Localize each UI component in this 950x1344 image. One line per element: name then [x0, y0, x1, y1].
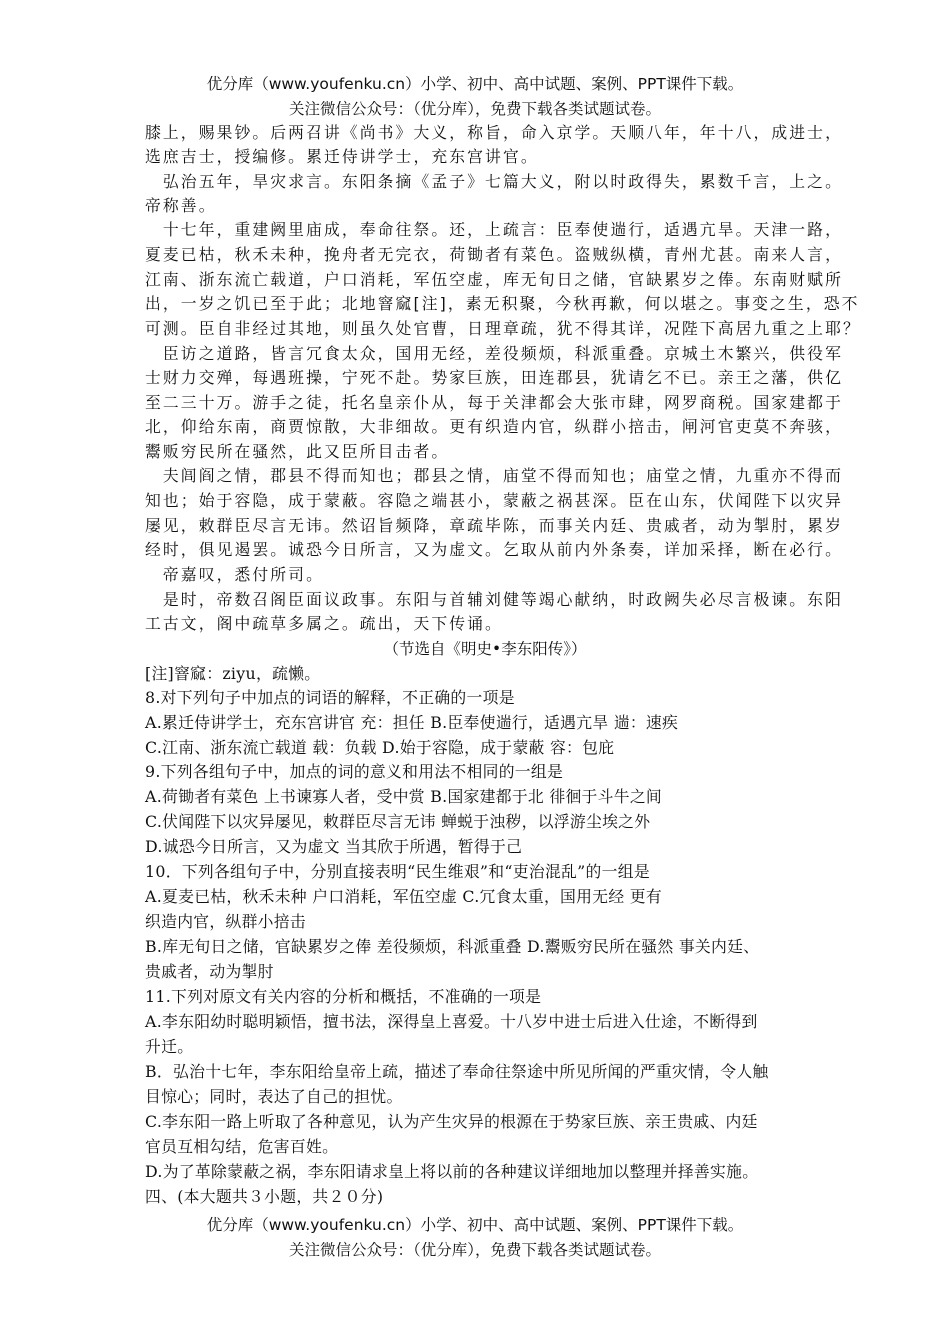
passage-line: 膝上，赐果钞。后两召讲《尚书》大义，称旨，命入京学。天顺八年，年十八，成进士， — [145, 123, 843, 142]
section-four-heading: 四、(本大题共３小题，共２０分) — [145, 1187, 384, 1206]
passage-line: 鬻贩穷民所在骚然，此又臣所目击者。 — [145, 442, 450, 461]
passage-line: 可测。臣自非经过其地，则虽久处官曹，日理章疏，犹不得其详，况陛下高居九重之上耶？ — [145, 319, 861, 338]
passage-line: 出，一岁之饥已至于此；北地窨窳[注]，素无积聚，今秋再歉，何以堪之。事变之生，恐不 — [145, 294, 860, 313]
passage-line: 至二三十万。游手之徒，托名皇亲仆从，每于关津都会大张市肆，网罗商税。国家建都于 — [145, 393, 843, 412]
passage-line: 屡见，敕群臣尽言无讳。然诏旨频降，章疏毕陈，而事关内廷、贵戚者，动为掣肘，累岁 — [145, 516, 843, 535]
passage-line: 士财力交殚，每遇班操，宁死不赴。势家巨族，田连郡县，犹请乞不已。亲王之藩，供亿 — [145, 368, 843, 387]
passage-line: 北，仰给东南，商贾惊散，大非细故。更有织造内官，纵群小掊击，闸河官吏莫不奔骇， — [145, 417, 843, 436]
question-11-stem: 11.下列对原文有关内容的分析和概括，不准确的一项是 — [145, 987, 542, 1006]
passage-source: （节选自《明史•李东阳传》） — [383, 640, 587, 658]
question-11-option-c-cont: 官员互相勾结，危害百姓。 — [145, 1137, 339, 1156]
footer-line-1: 优分库（www.youfenku.cn）小学、初中、高中试题、案例、PPT课件下载。 — [206, 1216, 744, 1234]
passage-line: 夫闾阎之情，郡县不得而知也；郡县之情，庙堂不得而知也；庙堂之情，九重亦不得而 — [145, 466, 843, 485]
question-9-option-d: D.诚恐今日所言，又为虚文 当其欣于所遇，暂得于己 — [145, 837, 523, 856]
question-10-options-ac-cont: 织造内官，纵群小掊击 — [145, 912, 306, 931]
question-9-stem: 9.下列各组句子中，加点的词的意义和用法不相同的一组是 — [145, 762, 564, 781]
question-11-option-c: C.李东阳一路上听取了各种意见，认为产生灾异的根源在于势家巨族、亲王贵戚、内廷 — [145, 1112, 758, 1131]
question-9-options-ab: A.荷锄者有菜色 上书谏寡人者，受中赏 B.国家建都于北 徘徊于斗牛之间 — [145, 787, 663, 806]
passage-line: 江南、浙东流亡载道，户口消耗，军伍空虚，库无旬日之储，官缺累岁之俸。东南财赋所 — [145, 270, 843, 289]
question-10-options-bd: B.库无旬日之储，官缺累岁之俸 差役频烦，科派重叠 D.鬻贩穷民所在骚然 事关内廷、 — [145, 937, 760, 956]
header-line-1: 优分库（www.youfenku.cn）小学、初中、高中试题、案例、PPT课件下载。 — [206, 75, 744, 93]
question-11-option-a-cont: 升迁。 — [145, 1037, 194, 1056]
question-10-options-ac: A.夏麦已枯，秋禾未种 户口消耗，军伍空虚 C.冗食太重，国用无经 更有 — [145, 887, 662, 906]
question-8-options-cd: C.江南、浙东流亡载道 载：负载 D.始于容隐，成于蒙蔽 容：包庇 — [145, 738, 615, 757]
passage-line: 是时，帝数召阁臣面议政事。东阳与首辅刘健等竭心献纳，时政阙失必尽言极谏。东阳 — [145, 590, 843, 609]
question-10-options-bd-cont: 贵戚者，动为掣肘 — [145, 962, 274, 981]
passage-line: 工古文，阁中疏草多属之。疏出，天下传诵。 — [145, 614, 503, 633]
passage-line: 经时，俱见遏罢。诚恐今日所言，又为虚文。乞取从前内外条奏，详加采择，断在必行。 — [145, 540, 843, 559]
passage-line: 帝嘉叹，悉付所司。 — [145, 565, 324, 584]
question-11-option-b: B．弘治十七年，李东阳给皇帝上疏，描述了奉命往祭途中所见所闻的严重灾情，令人触 — [145, 1062, 769, 1081]
question-8-options-ab: A.累迁侍讲学士，充东宫讲官 充：担任 B.臣奉使遄行，适遇亢旱 遄：速疾 — [145, 713, 679, 732]
passage-line: 弘治五年，旱灾求言。东阳条摘《孟子》七篇大义，附以时政得失，累数千言，上之。 — [145, 172, 843, 191]
question-11-option-b-cont: 目惊心；同时，表达了自己的担忧。 — [145, 1087, 403, 1106]
passage-line: 夏麦已枯，秋禾未种，挽舟者无完衣，荷锄者有菜色。盗贼纵横，青州尤甚。南来人言， — [145, 245, 843, 264]
question-10-stem: 10．下列各组句子中，分别直接表明“民生维艰”和“吏治混乱”的一组是 — [145, 862, 650, 881]
passage-line: 帝称善。 — [145, 196, 217, 215]
question-9-option-c: C.伏闻陛下以灾异屡见，敕群臣尽言无讳 蝉蜕于浊秽，以浮游尘埃之外 — [145, 812, 651, 831]
passage-line: 知也；始于容隐，成于蒙蔽。容隐之端甚小，蒙蔽之祸甚深。臣在山东，伏闻陛下以灾异 — [145, 491, 843, 510]
footer-line-2: 关注微信公众号：（优分库），免费下载各类试题试卷。 — [288, 1241, 661, 1259]
header-line-2: 关注微信公众号：（优分库），免费下载各类试题试卷。 — [288, 100, 661, 118]
question-8-stem: 8.对下列句子中加点的词语的解释，不正确的一项是 — [145, 688, 515, 707]
passage-note: [注]窨窳：ziyu，疏懒。 — [145, 664, 321, 683]
passage-line: 臣访之道路，皆言冗食太众，国用无经，差役频烦，科派重叠。京城土木繁兴，供役军 — [145, 344, 843, 363]
question-11-option-d: D.为了革除蒙蔽之祸，李东阳请求皇上将以前的各种建议详细地加以整理并择善实施。 — [145, 1162, 759, 1181]
passage-line: 选庶吉士，授编修。累迁侍讲学士，充东宫讲官。 — [145, 147, 539, 166]
passage-line: 十七年，重建阙里庙成，奉命往祭。还，上疏言：臣奉使遄行，适遇亢旱。天津一路， — [145, 220, 843, 239]
question-11-option-a: A.李东阳幼时聪明颖悟，擅书法，深得皇上喜爱。十八岁中进士后进入仕途，不断得到 — [145, 1012, 758, 1031]
